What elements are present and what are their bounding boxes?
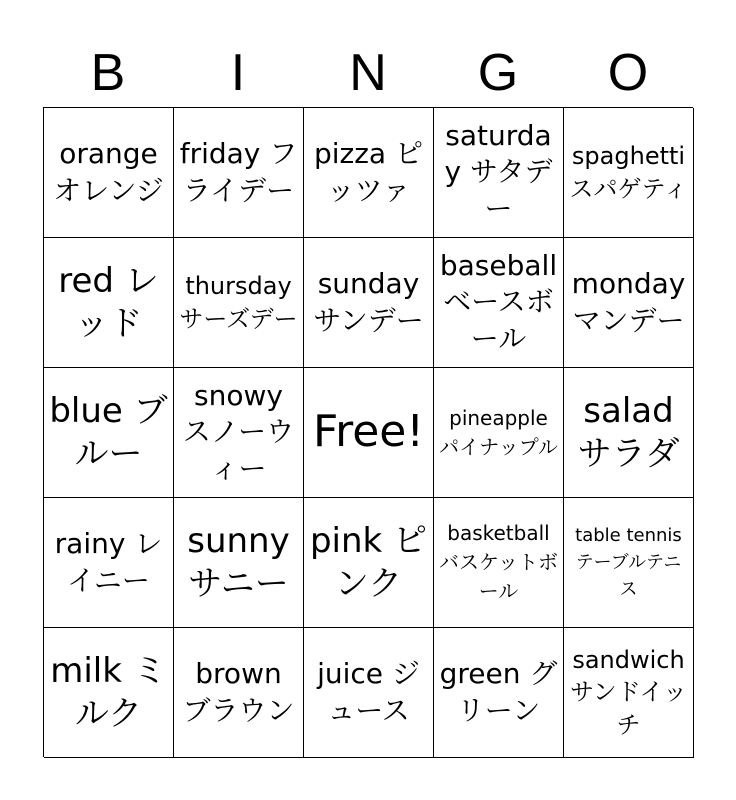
bingo-cell-label: rainy レイニー: [54, 527, 163, 597]
bingo-cell-r4-c3[interactable]: [304, 498, 434, 628]
bingo-cell-r2-c3[interactable]: [304, 238, 434, 368]
bingo-cell-r5-c1[interactable]: [44, 628, 174, 758]
header-letter-g: G: [477, 44, 519, 102]
bingo-cell-label: friday フライデー: [179, 137, 298, 207]
bingo-cell-r5-c3[interactable]: [304, 628, 434, 758]
bingo-cell-label: brown ブラウン: [182, 657, 295, 727]
bingo-cell-r2-c4[interactable]: [434, 238, 564, 368]
bingo-cell-r3-c5[interactable]: [564, 368, 694, 498]
bingo-cell-r4-c4[interactable]: [434, 498, 564, 628]
bingo-cell-label: table tennis テーブルテニス: [575, 525, 682, 600]
bingo-cell-label: sunny サニー: [187, 521, 290, 604]
bingo-board: [43, 107, 693, 757]
bingo-cell-label: saturday サタデー: [444, 118, 553, 225]
bingo-cell-label: pineapple パイナップル: [439, 405, 558, 459]
bingo-cell-label: snowy スノーウィー: [182, 378, 295, 485]
bingo-cell-r4-c1[interactable]: [44, 498, 174, 628]
bingo-cell-label: monday マンデー: [571, 267, 686, 337]
bingo-cell-label: green グリーン: [439, 657, 558, 727]
bingo-cell-label: sandwich サンドイッチ: [569, 645, 688, 739]
bingo-cell-label: basketball バスケットボール: [439, 521, 558, 603]
bingo-cell-label: orange オレンジ: [53, 137, 164, 207]
bingo-cell-label: sunday サンデー: [313, 267, 424, 337]
header-letter-b: B: [90, 44, 126, 102]
bingo-cell-label: thursday サーズデー: [179, 272, 298, 333]
bingo-cell-r1-c1[interactable]: [44, 108, 174, 238]
bingo-cell-label: red レッド: [58, 261, 159, 344]
header-letter-i: I: [230, 44, 246, 102]
bingo-cell-r5-c2[interactable]: [174, 628, 304, 758]
bingo-cell-r3-c3[interactable]: [304, 368, 434, 498]
bingo-cell-r3-c4[interactable]: [434, 368, 564, 498]
bingo-header: [43, 40, 693, 106]
bingo-cell-r5-c5[interactable]: [564, 628, 694, 758]
bingo-cell-r3-c1[interactable]: [44, 368, 174, 498]
bingo-cell-label: baseball ベースボール: [439, 248, 558, 355]
bingo-cell-r4-c5[interactable]: [564, 498, 694, 628]
free-space-label: Free!: [312, 406, 424, 458]
bingo-cell-r1-c2[interactable]: [174, 108, 304, 238]
bingo-cell-r2-c5[interactable]: [564, 238, 694, 368]
bingo-cell-r1-c5[interactable]: [564, 108, 694, 238]
bingo-cell-r2-c1[interactable]: [44, 238, 174, 368]
bingo-cell-label: salad サラダ: [577, 391, 680, 474]
bingo-cell-r2-c2[interactable]: [174, 238, 304, 368]
header-letter-n: N: [349, 44, 387, 102]
bingo-cell-label: milk ミルク: [50, 651, 167, 734]
bingo-cell-label: spaghetti スパゲティ: [569, 142, 688, 203]
bingo-cell-r3-c2[interactable]: [174, 368, 304, 498]
bingo-cell-r1-c3[interactable]: [304, 108, 434, 238]
bingo-cell-label: juice ジュース: [317, 657, 420, 727]
bingo-cell-r5-c4[interactable]: [434, 628, 564, 758]
bingo-cell-label: pink ピンク: [309, 521, 428, 604]
bingo-cell-label: blue ブルー: [49, 391, 168, 474]
bingo-cell-r4-c2[interactable]: [174, 498, 304, 628]
header-letter-o: O: [607, 44, 649, 102]
bingo-cell-r1-c4[interactable]: [434, 108, 564, 238]
bingo-cell-label: pizza ピッツァ: [313, 137, 423, 207]
